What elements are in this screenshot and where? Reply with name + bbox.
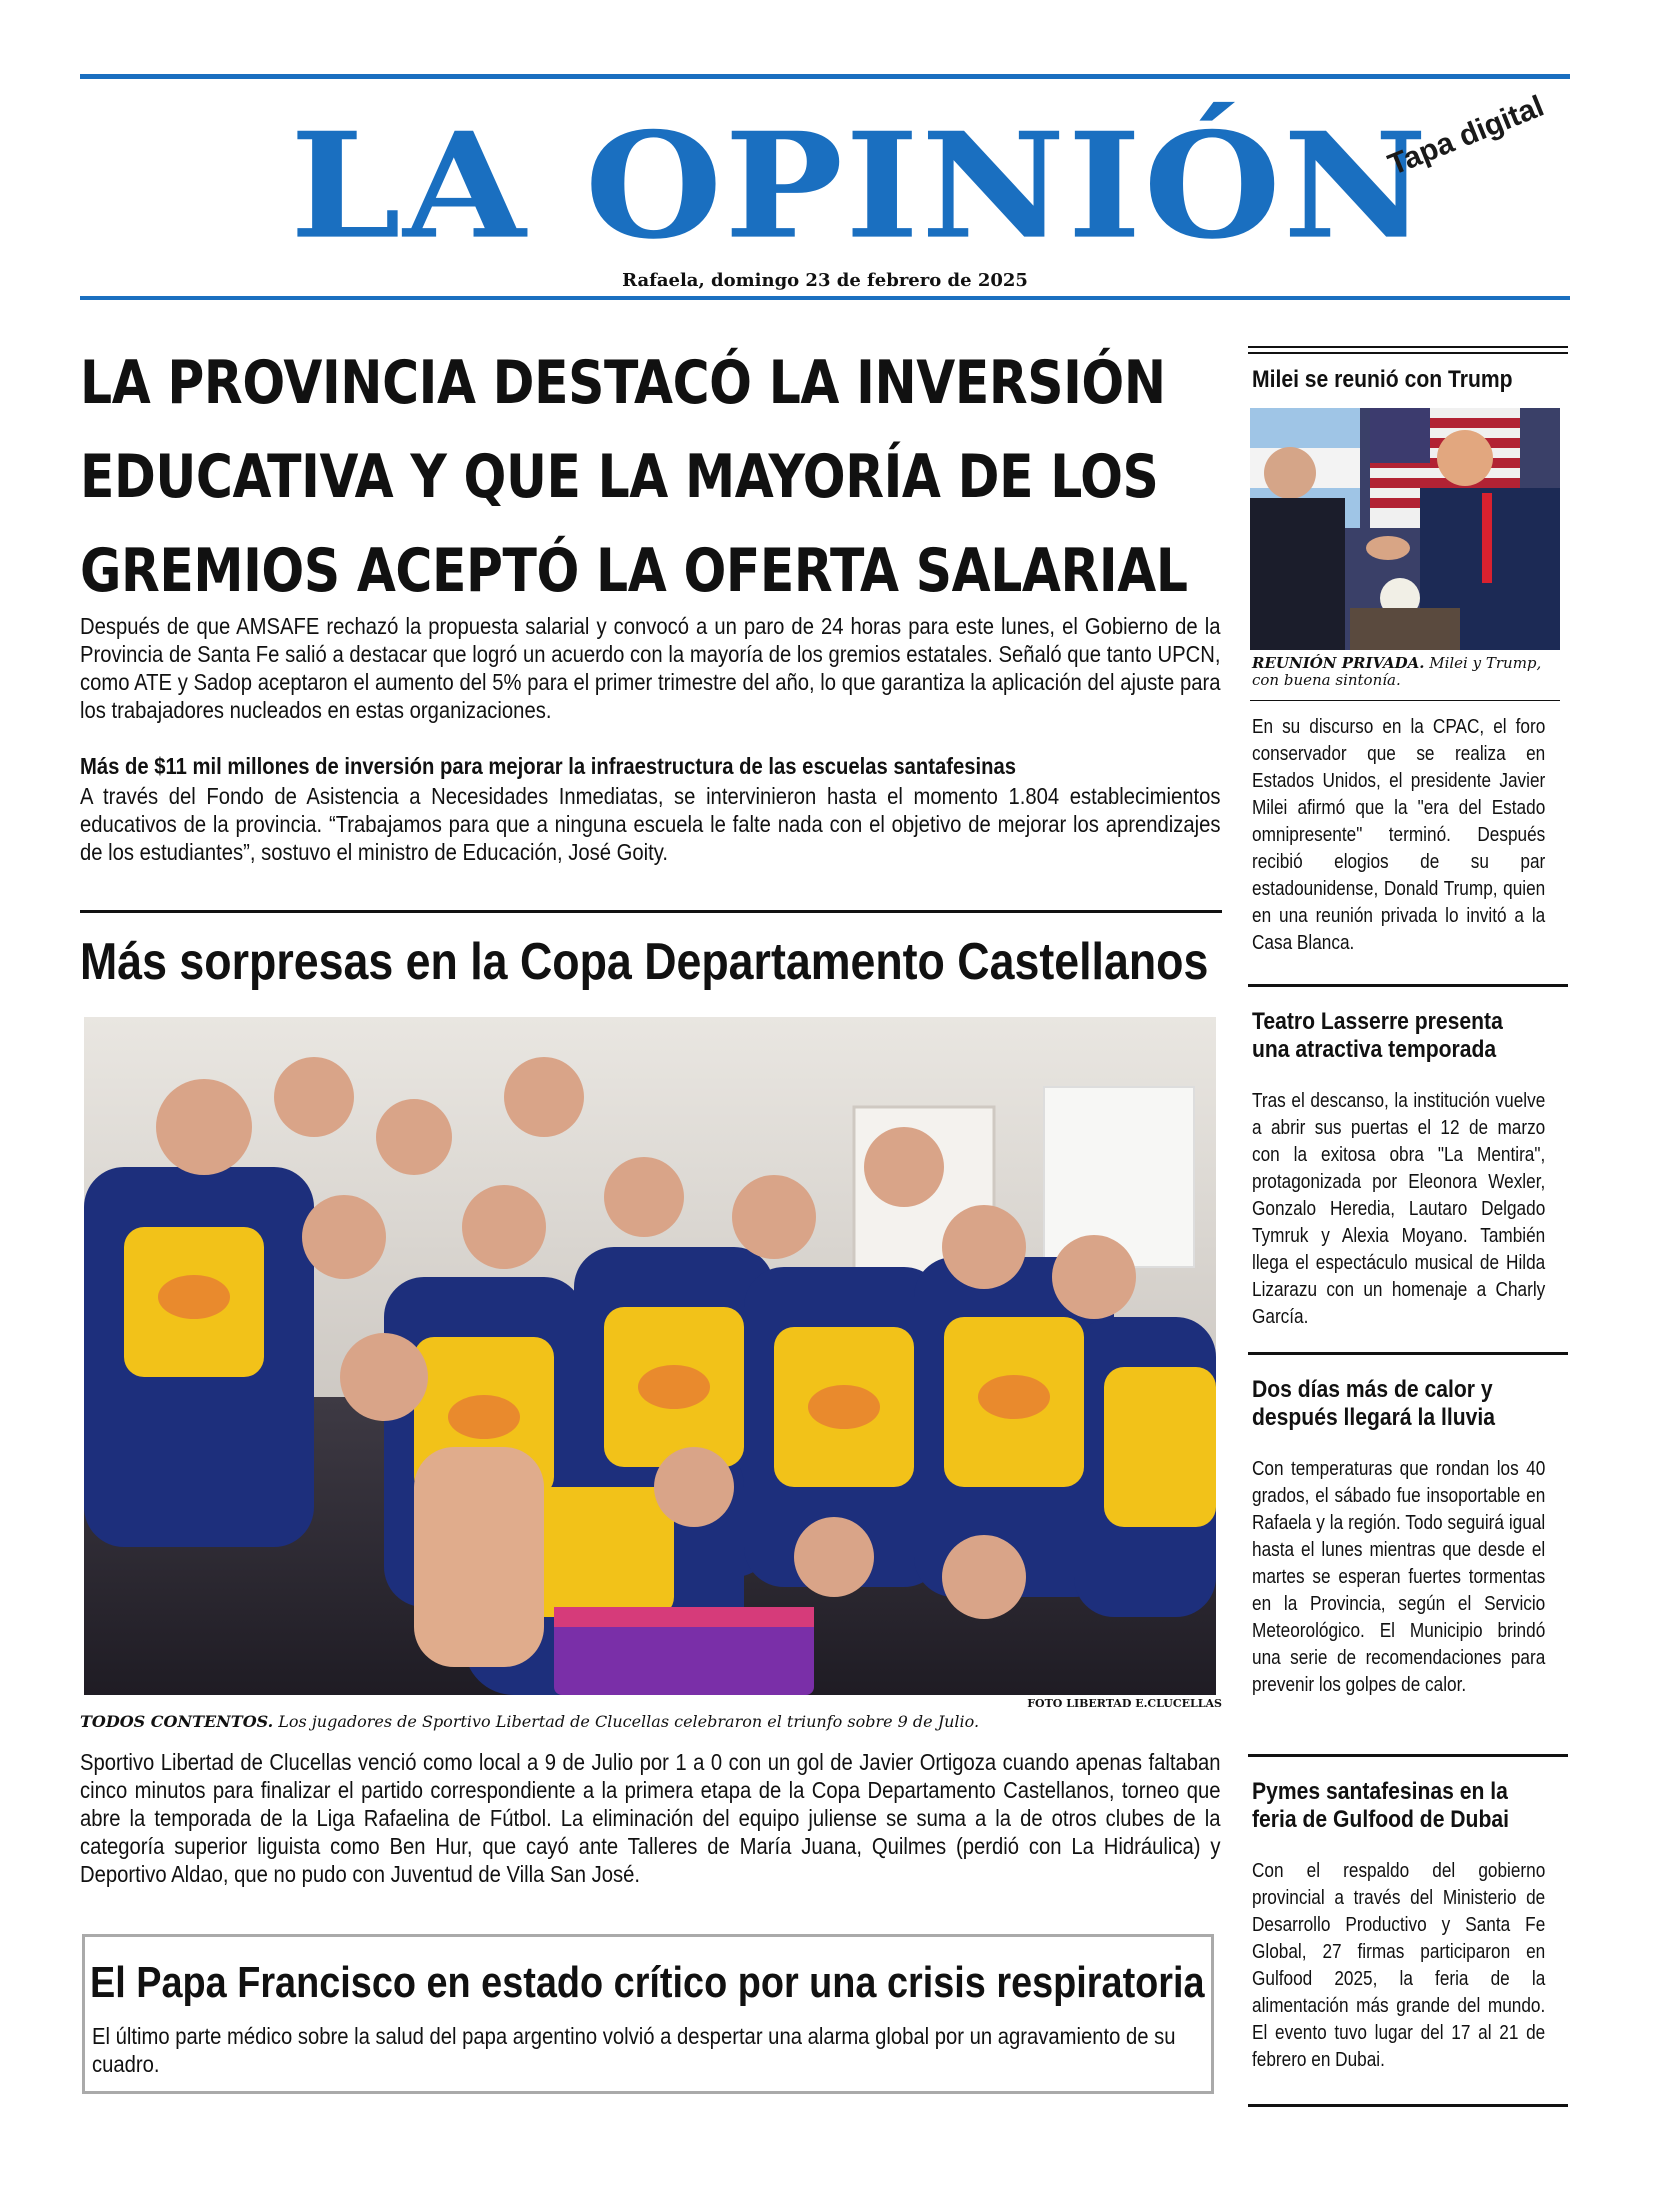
photo-credit: FOTO LIBERTAD E.CLUCELLAS [1027,1697,1222,1710]
pope-headline: El Papa Francisco en estado crítico por una crisis respiratoria [90,1958,1205,2007]
milei-body: En su discurso en la CPAC, el foro conservador que se realiza en Estados Unidos, el presidente Javier Milei afirmó que la "era del Estado omnipresente" terminó. Después recibió elogios de su par estadounidense, Donald Trump, quien en una reunión privada lo invitó a la Casa Blanca. [1252,716,1546,954]
milei-caption-text: Milei y Trump, con buena sintonía. [1252,654,1542,689]
photo-caption [80,1712,979,1731]
main-headline [80,336,1231,618]
main-lead: Después de que AMSAFE rechazó la propuesta salarial y convocó a un paro de 24 horas para este lunes, el Gobierno de la Provincia de Santa Fe salió a destacar que logró un acuerdo con la mayoría de los gremios estatales. Señaló que tanto UPCN, como ATE y Sadop aceptaron el aumento del 5% para el primer trimestre del año, lo que garantiza la aplicación del ajuste para los trabajadores nucleados en estas organizaciones. [80,613,1221,723]
sports-headline: Más sorpresas en la Copa Departamento Castellanos [80,933,1209,991]
milei-trump-photo [1250,408,1560,650]
sidebar-caption-rule [1250,700,1560,701]
main-subhead: Más de $11 mil millones de inversión para mejorar la infraestructura de las escuelas santafesinas [80,753,1016,779]
clima-body: Con temperaturas que rondan los 40 grados, el sábado fue insoportable en Rafaela y la región. Todo seguirá igual hasta el lunes mientras que desde el martes se esperan fuertes tormentas en la Provincia, según el Servicio Meteorológico. El Municipio brindó una serie de recomendaciones para prevenir los golpes de calor. [1252,1458,1546,1696]
milei-caption [1252,655,1552,689]
main-headline-line-2: EDUCATIVA Y QUE LA MAYORÍA DE LOS [80,442,1159,512]
sidebar-double-rule-2 [1248,352,1568,354]
pymes-headline: Pymes santafesinas en la feria de Gulfood de Dubai [1252,1778,1509,1833]
main-headline-line-1: LA PROVINCIA DESTACÓ LA INVERSIÓN [80,348,1166,418]
sports-body: Sportivo Libertad de Clucellas venció como local a 9 de Julio por 1 a 0 con un gol de Javier Ortigoza cuando apenas faltaban cinco minutos para finalizar el partido correspondiente a la primera etapa de la Copa Departamento Castellanos, torneo que abre la temporada de la Liga Rafaelina de Fútbol. La eliminación del equipo juliense se suma a la de otros clubes de la categoría superior liguista como Ben Hur, que cayó ante Talleres de María Juana, Quilmes (perdió con La Hidráulica) y Deportivo Aldao, que no pudo con Juventud de Villa San José. [80,1749,1221,1887]
team-celebration-photo [84,1017,1216,1695]
section-divider [80,910,1222,913]
teatro-body: Tras el descanso, la institución vuelve a abrir sus puertas el 12 de marzo con la exitosa obra "La Mentira", protagonizada por Eleonora Wexler, Gonzalo Heredia, Lautaro Delgado Tymruk y Alexia Moyano. También llega el espectáculo musical de Hilda Lizarazu con un homenaje a Charly García. [1252,1090,1546,1328]
tapa-digital-tag: Tapa digital [1383,89,1549,182]
teatro-headline: Teatro Lasserre presenta una atractiva temporada [1252,1008,1503,1063]
pymes-body: Con el respaldo del gobierno provincial a través del Ministerio de Desarrollo Productivo y Santa Fe Global, 27 firmas participaron en Gulfood 2025, la feria de la alimentación más grande del mundo. El evento tuvo lugar del 17 al 21 de febrero en Dubai. [1252,1860,1546,2071]
bottom-blue-rule [80,296,1570,300]
caption-text: Los jugadores de Sportivo Libertad de Clucellas celebraron el triunfo sobre 9 de Julio. [273,1712,980,1731]
clima-headline: Dos días más de calor y después llegará la lluvia [1252,1376,1496,1431]
sidebar-rule-clima [1248,1352,1568,1355]
milei-headline: Milei se reunió con Trump [1252,366,1513,393]
sidebar-rule-teatro [1248,984,1568,987]
sidebar-bottom-rule [1248,2104,1568,2107]
sidebar-rule-pymes [1248,1754,1568,1757]
pope-body: El último parte médico sobre la salud del papa argentino volvió a despertar una alarma global por un agravamiento de su cuadro. [92,2023,1176,2077]
top-blue-rule [80,74,1570,79]
caption-lead: TODOS CONTENTOS. [80,1712,274,1731]
dateline: Rafaela, domingo 23 de febrero de 2025 [622,270,1028,291]
newspaper-logo: LA OPINIÓN [290,101,1430,272]
milei-caption-lead: REUNIÓN PRIVADA. [1252,654,1425,672]
main-body: A través del Fondo de Asistencia a Necesidades Inmediatas, se intervinieron hasta el momento 1.804 establecimientos educativos de la provincia. “Trabajamos para que a ninguna escuela le falte nada con el objetivo de mejorar los aprendizajes de los estudiantes”, sostuvo el ministro de Educación, José Goity. [80,783,1221,865]
sidebar-double-rule [1248,346,1568,348]
main-headline-line-3: GREMIOS ACEPTÓ LA OFERTA SALARIAL [80,536,1188,606]
